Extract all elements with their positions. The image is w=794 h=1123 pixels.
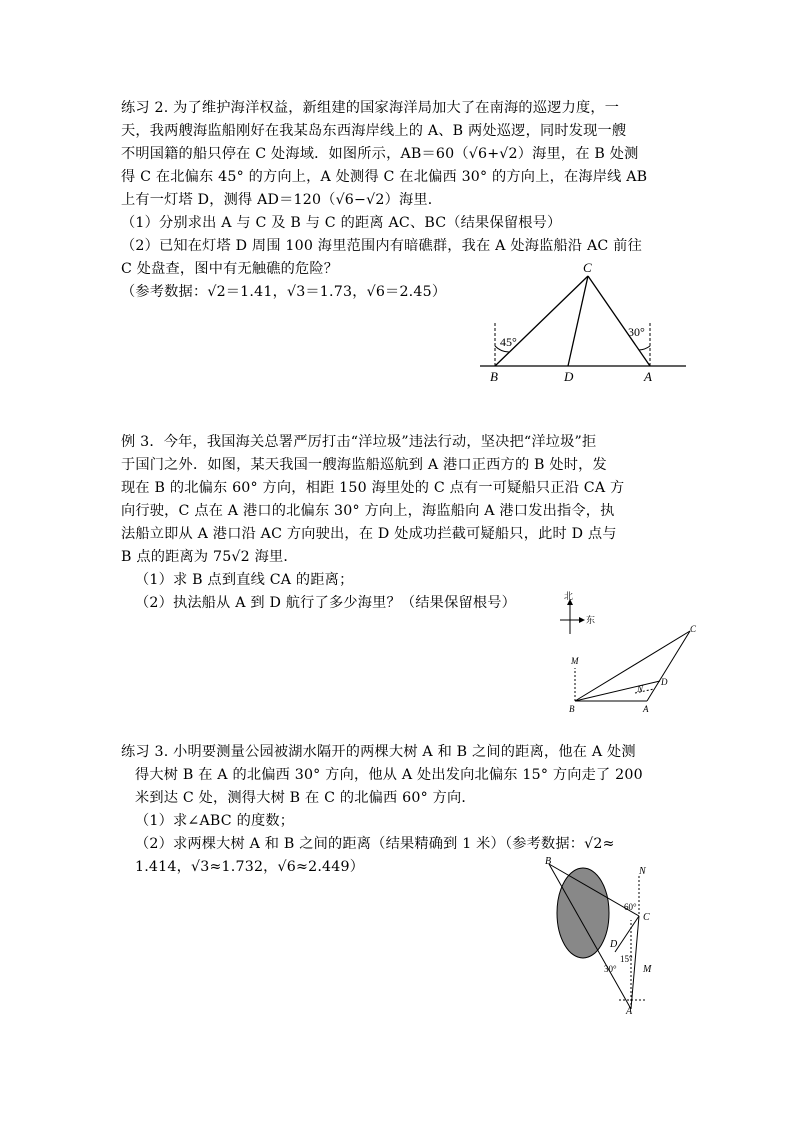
- example-3-line-5: 法船立即从 A 港口沿 AC 方向驶出，在 D 处成功拦截可疑船只，此时 D 点与: [121, 526, 617, 542]
- exercise-2-line-4: 得 C 在北偏东 45° 的方向上，A 处测得 C 在北偏西 30° 的方向上，在海岸线 AB: [121, 169, 648, 185]
- exercise-3-line-3: 米到达 C 处，测得大树 B 在 C 的北偏西 60° 方向．: [135, 790, 476, 806]
- point-d-label: D: [564, 369, 574, 384]
- lake-figure: [535, 852, 665, 1022]
- triangle-figure: [470, 260, 700, 395]
- example-3-question-1: （1）求 B 点到直线 CA 的距离；: [135, 572, 354, 588]
- point-b-label: B: [490, 369, 498, 384]
- example-3-line-3: 现在 B 的北偏东 60° 方向，相距 150 海里处的 C 点有一可疑船只正沿 CA 方: [121, 480, 625, 496]
- segment-bc: [495, 276, 588, 366]
- point-b-label: B: [569, 704, 575, 714]
- angle-45-label: 45°: [500, 335, 517, 349]
- point-a-label: A: [643, 704, 649, 714]
- segment-ca: [588, 276, 650, 366]
- angle-arc-a: [639, 346, 650, 350]
- exercise-3-question-1: （1）求∠ABC 的度数；: [135, 813, 295, 829]
- exercise-2-line-3: 不明国籍的船只停在 C 处海域．如图所示，AB＝60（√6+√2）海里，在 B 处测: [121, 146, 639, 162]
- interception-figure: [550, 588, 710, 718]
- point-n-label: N: [639, 866, 646, 877]
- angle-30-label: 30°: [628, 325, 645, 339]
- point-c-label: C: [643, 912, 650, 923]
- example-3-line-6: B 点的距离为 75√2 海里．: [121, 549, 298, 565]
- exercise-2-question-1: （1）分别求出 A 与 C 及 B 与 C 的距离 AC、BC（结果保留根号）: [121, 215, 562, 231]
- example-3-line-4: 向行驶，C 点在 A 港口的北偏东 30° 方向上，海监船向 A 港口发出指令，执: [121, 503, 615, 519]
- east-arrow-icon: [579, 617, 585, 623]
- exercise-3-line-1: 练习 3. 小明要测量公园被湖水隔开的两棵大树 A 和 B 之间的距离，他在 A 处测: [121, 744, 636, 760]
- segment-cd: [615, 916, 639, 952]
- point-n-label: N: [637, 684, 644, 694]
- segment-cd: [568, 276, 588, 366]
- angle-30-label: 30°: [604, 964, 617, 974]
- lake: [557, 868, 609, 958]
- point-d-label: D: [610, 939, 618, 950]
- point-b-label: B: [545, 856, 552, 867]
- exercise-2-question-2: （2）已知在灯塔 D 周围 100 海里范围内有暗礁群，我在 A 处海监船沿 AC 前往: [121, 238, 642, 254]
- example-3-question-2: （2）执法船从 A 到 D 航行了多少海里？（结果保留根号）: [135, 595, 517, 611]
- point-a-label: A: [644, 369, 652, 384]
- east-label: 东: [586, 616, 596, 626]
- segment-bc: [575, 631, 690, 701]
- angle-60-label: 60°: [624, 902, 637, 912]
- exercise-2-line-1: 练习 2. 为了维护海洋权益，新组建的国家海洋局加大了在南海的巡逻力度，一: [121, 100, 620, 116]
- point-c-label: C: [690, 624, 697, 634]
- example-3-line-1: 例 3．今年，我国海关总署严厉打击“洋垃圾”违法行动，坚决把“洋垃圾”拒: [121, 434, 597, 450]
- point-d-label: D: [661, 677, 668, 687]
- point-c-label: C: [583, 260, 592, 275]
- exercise-2-line-8: C 处盘查，图中有无触礁的危险？: [121, 261, 339, 277]
- exercise-2-line-2: 天，我两艘海监船刚好在我某岛东西海岸线上的 A、B 两处巡逻，同时发现一艘: [121, 123, 627, 139]
- point-m-label: M: [571, 656, 579, 666]
- segment-ac: [647, 631, 690, 701]
- point-m-label: M: [643, 964, 652, 975]
- exercise-2-line-5: 上有一灯塔 D，测得 AD＝120（√6−√2）海里．: [121, 192, 443, 208]
- example-3-line-2: 于国门之外．如图，某天我国一艘海监船巡航到 A 港口正西方的 B 处时，发: [121, 457, 607, 473]
- point-a-label: A: [626, 1006, 633, 1017]
- exercise-3-question-2: （2）求两棵大树 A 和 B 之间的距离（结果精确到 1 米）（参考数据：√2≈: [135, 836, 615, 852]
- exercise-3-reference-data: 1.414，√3≈1.732，√6≈2.449）: [135, 859, 365, 875]
- north-label: 北: [564, 592, 574, 602]
- segment-bd: [575, 681, 660, 701]
- exercise-3-line-2: 得大树 B 在 A 的北偏西 30° 方向，他从 A 处出发向北偏东 15° 方向走了 200: [135, 767, 643, 783]
- exercise-2-reference-data: （参考数据：√2＝1.41，√3＝1.73，√6＝2.45）: [121, 284, 447, 300]
- angle-15-label: 15°: [620, 954, 633, 964]
